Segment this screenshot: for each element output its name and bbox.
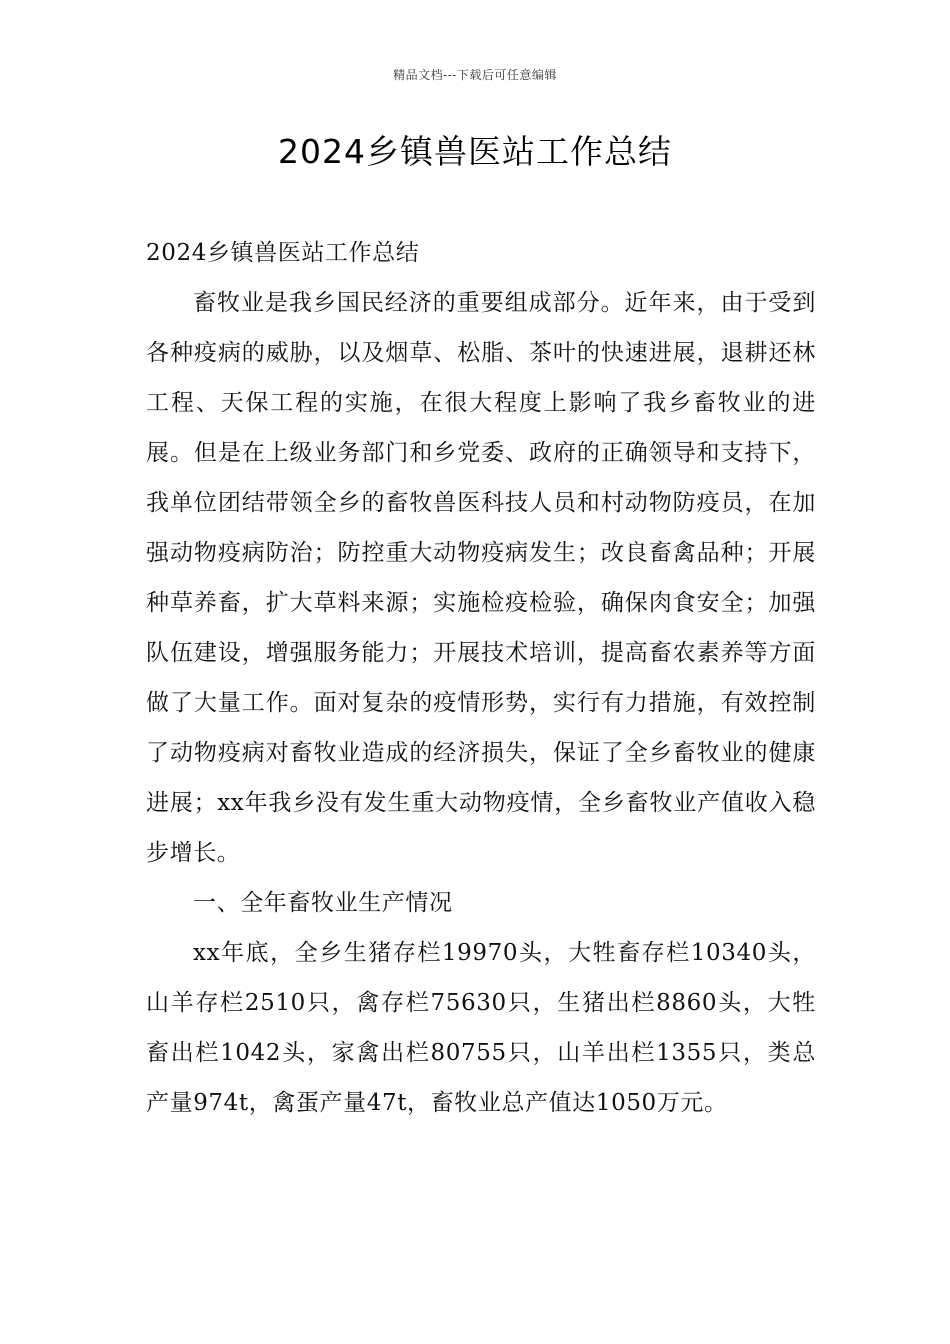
document-subtitle: 2024乡镇兽医站工作总结 [146, 240, 420, 266]
intro-paragraph: 畜牧业是我乡国民经济的重要组成部分。近年来，由于受到各种疫病的威胁，以及烟草、松脂、茶叶的快速进展，退耕还林工程、天保工程的实施，在很大程度上影响了我乡畜牧业的进展。但是在上级业务部门和乡党委、政府的正确领导和支持下，我单位团结带领全乡的畜牧兽医科技人员和村动物防疫员，在加强动物疫病防治；防控重大动物疫病发生；改良畜禽品种；开展种草养畜，扩大草料来源；实施检疫检验，确保肉食安全；加强队伍建设，增强服务能力；开展技术培训，提高畜农素养等方面做了大量工作。面对复杂的疫情形势，实行有力措施，有效控制了动物疫病对畜牧业造成的经济损失，保证了全乡畜牧业的健康进展；xx年我乡没有发生重大动物疫情，全乡畜牧业产值收入稳步增长。 [146, 290, 816, 866]
document-body [146, 228, 816, 1128]
header-note: 精品文档---下载后可任意编辑 [393, 68, 557, 82]
production-paragraph: xx年底，全乡生猪存栏19970头，大牲畜存栏10340头，山羊存栏2510只，禽存栏75630只，生猪出栏8860头，大牲畜出栏1042头，家禽出栏80755只，山羊出栏1355只，类总产量974t，禽蛋产量47t，畜牧业总产值达1050万元。 [146, 940, 816, 1116]
document-title: 2024乡镇兽医站工作总结 [278, 132, 672, 171]
section-heading: 一、全年畜牧业生产情况 [193, 890, 453, 916]
